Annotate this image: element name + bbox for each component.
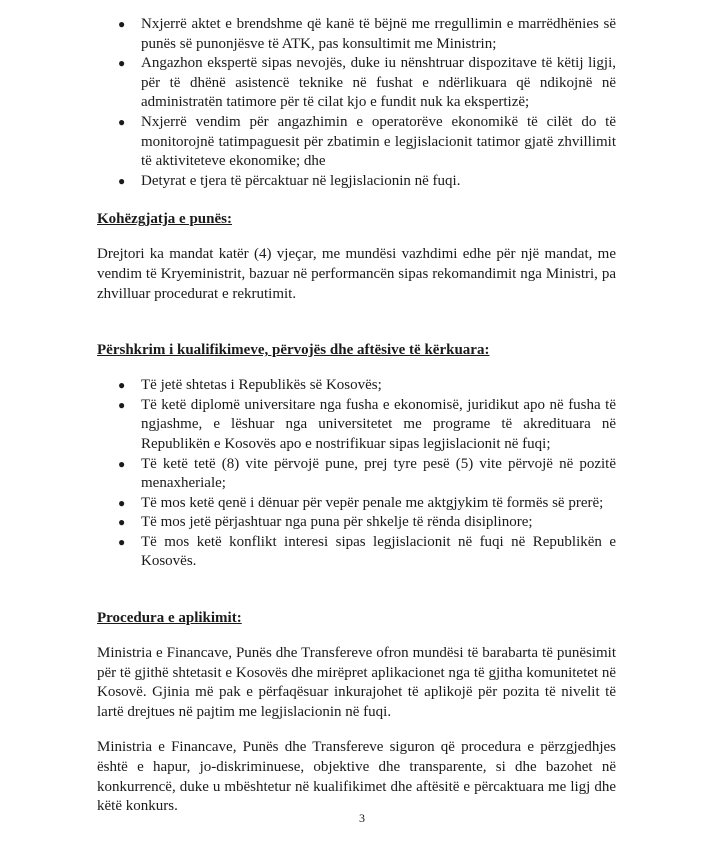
bullet-icon: ● bbox=[118, 114, 126, 129]
list-item bbox=[97, 172, 616, 192]
bullet-icon: ● bbox=[118, 515, 126, 530]
duties-list bbox=[97, 15, 616, 191]
list-item-text: Të mos jetë përjashtuar nga puna për shkelje të rënda disiplinore; bbox=[141, 514, 533, 531]
qualifications-list bbox=[97, 376, 616, 572]
bullet-icon: ● bbox=[118, 495, 126, 510]
list-item-text: Të ketë tetë (8) vite përvojë pune, prej tyre pesë (5) vite përvojë në pozitë menaxheriale; bbox=[141, 455, 616, 492]
bullet-icon: ● bbox=[118, 397, 126, 412]
bullet-icon: ● bbox=[118, 173, 126, 188]
list-item-text: Të mos ketë konflikt interesi sipas legjislacionit në fuqi në Republikën e Kosovës. bbox=[141, 533, 616, 570]
list-item bbox=[97, 54, 616, 113]
bullet-icon: ● bbox=[118, 534, 126, 549]
duration-heading: Kohëzgjatja e punës: bbox=[97, 211, 232, 228]
list-item bbox=[97, 376, 616, 396]
bullet-icon: ● bbox=[118, 456, 126, 471]
list-item bbox=[97, 396, 616, 455]
list-item-text: Detyrat e tjera të përcaktuar në legjislacionin në fuqi. bbox=[141, 172, 461, 189]
list-item bbox=[97, 15, 616, 54]
list-item-text: Nxjerrë aktet e brendshme që kanë të bëjnë me rregullimin e marrëdhënies së punës së punonjësve të ATK, pas konsultimit me Ministrin; bbox=[141, 16, 616, 52]
bullet-icon: ● bbox=[118, 56, 126, 71]
list-item bbox=[97, 113, 616, 172]
list-item bbox=[97, 513, 616, 533]
bullet-icon: ● bbox=[118, 378, 126, 393]
list-item-text: Të jetë shtetas i Republikës së Kosovës; bbox=[141, 377, 382, 394]
list-item-text: Të mos ketë qenë i dënuar për vepër penale me aktgjykim të formës së prerë; bbox=[141, 494, 604, 511]
list-item bbox=[97, 533, 616, 572]
qualifications-heading: Përshkrim i kualifikimeve, përvojës dhe aftësive të kërkuara: bbox=[97, 342, 490, 359]
list-item bbox=[97, 494, 616, 514]
application-paragraph: Ministria e Financave, Punës dhe Transfereve ofron mundësi të barabarta të punësimit për të gjithë shtetasit e Kosovës dhe mirëpret aplikacionet nga të gjitha komunitetet në Kosovë. Gjinia më pak e përfaqësuar inkurajohet të aplikojë për pozita të nivelit të lartë drejtues në pajtim me legjislacionin në fuqi. bbox=[97, 645, 616, 720]
list-item-text: Nxjerrë vendim për angazhimin e operatorëve ekonomikë të cilët do të monitorojnë tatimpaguesit për zbatimin e legjislacionit tatimor gjatë zhvillimit të aktiviteteve ekonomike; dhe bbox=[141, 113, 616, 170]
list-item-text: Të ketë diplomë universitare nga fusha e ekonomisë, juridikut apo në fusha të ngjashme, e lëshuar nga universitetet me programe të akredituara në Republikën e Kosovës apo e nostrifikuar sipas legjislacionit në fuqi; bbox=[141, 396, 616, 452]
bullet-icon: ● bbox=[118, 17, 126, 31]
list-item bbox=[97, 455, 616, 494]
duration-paragraph: Drejtori ka mandat katër (4) vjeçar, me mundësi vazhdimi edhe për një mandat, me vendim të Kryeministrit, bazuar në performancën sipas rekomandimit nga Ministri, pa zhvilluar procedurat e rekrutimit. bbox=[97, 246, 616, 302]
application-heading: Procedura e aplikimit: bbox=[97, 610, 242, 627]
page-content bbox=[97, 15, 616, 817]
list-item-text: Angazhon ekspertë sipas nevojës, duke iu nënshtruar dispozitave të këtij ligji, për të dhënë asistencë teknike në fushat e ndërlikuara që ndikojnë në administratën tatimore për të cilat kjo e fundit nuk ka ekspertizë; bbox=[141, 55, 616, 111]
page-number: 3 bbox=[359, 811, 365, 825]
application-paragraph: Ministria e Financave, Punës dhe Transfereve siguron që procedura e përzgjedhjes është e hapur, jo-diskriminuese, objektive dhe transparente, si dhe bazohet në konkurrencë, duke u mbështetur në kualifikimet dhe aftësitë e përcaktuara me ligj dhe këtë konkurs. bbox=[97, 739, 616, 815]
